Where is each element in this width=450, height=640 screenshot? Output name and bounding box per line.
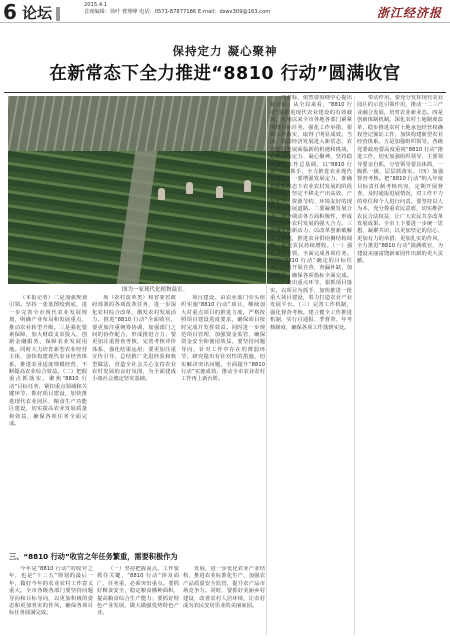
headline-rule <box>4 92 446 93</box>
column-divider <box>266 96 267 636</box>
editor-contact: 首席编辑：徐叶 曹理峰 电话：0571-87877186 E-mail：dswx309@163.com <box>84 9 271 15</box>
worker-figure <box>158 188 165 200</box>
article-column-4 <box>270 95 352 633</box>
article-column-6 <box>9 566 93 636</box>
section-divider <box>56 7 60 21</box>
column-text: 带动作用。要充分发挥现代农业园区的示范引领作用，推动一二三产业融合发展，培育农业新业态。四是创新体制机制。深化农村土地制度改革，稳步推进农村土地承包经营权确权登记颁证工作，加快构建新型农业经营体系。五是加强组织领导。各级党委政府要高度重视“8810 行动”推进工作，切实加强组织领导，主要领导要亲自抓，分管领导要具体抓，一级抓一级，层层抓落实。（四）加强督查考核。把“8810 行动”纳入年度目标责任制考核内容，定期开展督查，及时通报进展情况，对工作不力的单位和个人进行问责。要坚持以人为本，充分尊重农民意愿，切实维护农民合法权益，让广大农民共享改革发展成果。全市上下要进一步统一思想，凝聚共识，以更加坚定的信心、更加有力的举措、更加扎实的作风，全力推进“8810 行动”圆满收官，为建设美丽富饶新家园作出新的更大贡献。 <box>357 95 443 264</box>
section-heading: 三、“8810 行动”收官之年任务繁重，需要积极作为 <box>9 552 178 561</box>
column-text: 项（农村改革类）和省委省政府部署的各项改革任务，进一步深化农村综合改革，激发农村发展活力。推进“8810 行动”全面收官，要更加注重统筹协调，加强部门之间的协作配合，形成推进合力；要更加注重督查考核，完善考核评价体系，强化结果运用；要更加注重宣传引导，总结推广先进经验和典型做法，营造全社会关心支持农业农村发展的良好氛围，为全面建成小康社会奠定坚实基础。 <box>92 295 176 383</box>
column-text: 今年是“8810 行动”的收官之年，也是“十二五”规划的最后一年，做好今年的农业农村工作意义重大。全市各级各部门要坚持问题导向和目标导向，以更加积极的姿态和更加务实的作风，确保各项目标任务圆满完成。 <box>9 566 93 617</box>
greenhouse-roof <box>8 96 290 151</box>
article-column-5 <box>357 95 443 633</box>
worker-figure <box>244 180 251 192</box>
article-column-2 <box>92 295 176 550</box>
page-number: 6 <box>3 0 17 24</box>
header-meta <box>84 2 270 16</box>
greenhouse-photo <box>8 96 290 284</box>
article-column-7 <box>97 566 179 636</box>
article-subtitle: 保持定力 凝心聚神 <box>172 44 278 58</box>
column-text: 省对标，依然要围绕中心提出新目标。从全局来看，“8810 行动”是推进现代农业建设的有效载体，实施以来全市各地各部门紧紧围绕目标任务，强化工作举措，狠抓工作落实，取得了明显成效。当前，我国经济发展进入新常态，农业农村发展面临新的机遇和挑战，必须保持定力、凝心聚神，坚持稳中求进工作总基调，以“8810 行动”为总抓手，全力推进农业现代化建设。一要增强发展定力，准确把握新常态下农业农村发展的阶段性特征，坚定不移走产出高效、产品安全、资源节约、环境友好的现代农业发展道路。二要凝聚发展合力，充分调动各方面积极性，形成推动农业农村发展的强大合力。三要激发创新活力，以改革创新破解发展难题，推进农业供给侧结构调整，促进农民持续增收。（一）强化目标引领，全面完成各项任务。对照“8810 行动”确定的目标任务，认真开展自查，查漏补缺，加快推进，确保各项指标全面完成。（二）突出重点环节，狠抓项目落实。以项目为抓手，加快推进一批重大项目建设，着力打造农业产业发展平台。（三）完善工作机制，强化督查考核。建立健全工作推进机制，实行月通报、季督查、年考核制度，确保各项工作落到实处。 <box>270 95 352 331</box>
column-text: 项目建设。由农业部门牵头组织实施“8810 行动”项目，继续加大对重点项目的推进力度，严格按照项目建设进度要求，确保项目按时完成并发挥效益。同时进一步规范项目管理，加强资金监管，确保资金安全和使用效益。要坚持问题导向，针对工作中存在的薄弱环节，研究提出有针对性的措施，切实解决突出问题，全面提升“8810 行动”实施成效，推动全市农业农村工作再上新台阶。 <box>181 295 265 383</box>
column-text: （一）坚持把握重点。工作要抓住关键，“8810 行动”涉及面广、任务重，必须突出重点。要抓好粮食安全，稳定粮食播种面积，提高粮食综合生产能力；要抓好特色产业发展，做大做强优势特色产业。 <box>97 566 179 617</box>
issue-date: 2015.4.1 <box>84 2 108 8</box>
worker-figure <box>216 186 223 198</box>
section-name <box>22 2 60 23</box>
article-column-1 <box>9 295 87 550</box>
article-headline: 在新常态下全力推进“8810 行动”圆满收官 <box>49 64 401 84</box>
photo-caption: 图为一家现代化植物温室。 <box>122 287 189 293</box>
column-divider <box>354 96 355 636</box>
page-header <box>0 0 450 23</box>
worker-figure <box>186 182 193 194</box>
section-label: 论坛 <box>22 4 53 22</box>
newspaper-logo: 浙江经济报 <box>376 6 442 20</box>
article-column-3 <box>181 295 265 550</box>
article-column-8 <box>183 566 265 636</box>
column-text: 发展，进一步优化农业产业结构，推进农业标准化生产，加强农产品质量安全监管，提升农产品市场竞争力。同时，要抓好美丽乡村建设，改善农村人居环境，让农村成为农民安居乐业的美丽家园。 <box>183 566 265 610</box>
column-text: （本报记者）二是加强规划引领。坚持一张蓝图绘到底，进一步完善全市现代农业发展规划，明确产业布局和发展重点，推动农业转型升级。三是强化要素保障，加大财政支农投入，创新金融服务，保障农业发展用地。同时大力培育新型农业经营主体，加快构建现代农业经营体系，推进农业适度规模经营，不断提高农业综合效益。（二）把握重点抓落实。聚焦“8810 行动”目标任务，紧扣重点领域和关键环节，抓好项目建设，加快推进现代农业园区、粮食生产功能区建设，切实提高农业发展质量和效益，确保各项任务全面完成。 <box>9 295 87 427</box>
